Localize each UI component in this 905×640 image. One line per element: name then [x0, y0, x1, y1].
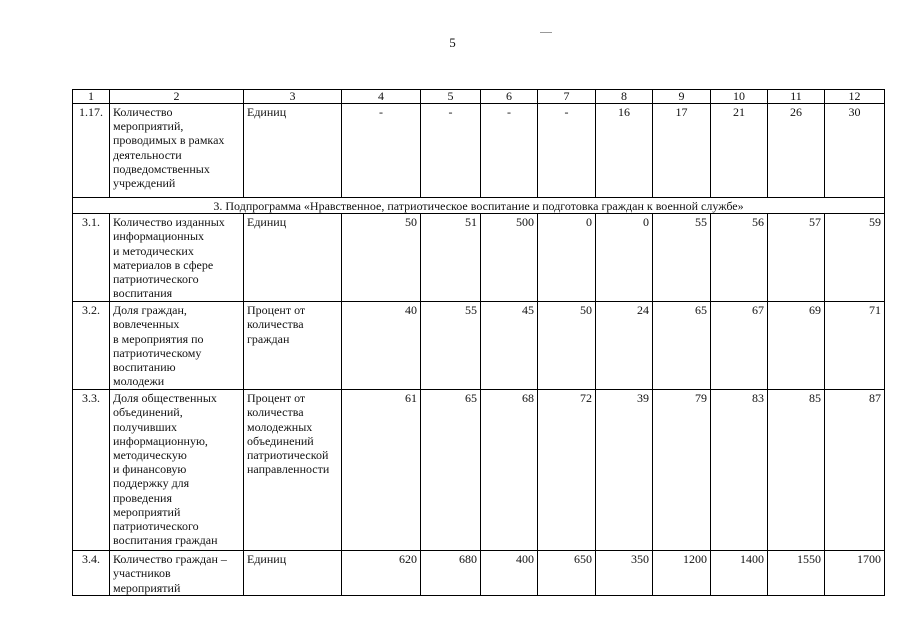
value-cell: - [342, 104, 421, 198]
value-cell: 0 [538, 214, 596, 302]
table-row [73, 302, 885, 390]
section-row [73, 198, 885, 214]
table-row [73, 214, 885, 302]
row-number: 1.17. [73, 104, 110, 198]
indicator-name: Доля граждан, вовлеченных в мероприятия по патриотическому воспитанию молодежи [110, 302, 244, 390]
value-cell: 51 [421, 214, 481, 302]
header-cell: 9 [653, 90, 711, 104]
value-cell: 69 [768, 302, 825, 390]
unit-cell: Единиц [244, 214, 342, 302]
value-cell: 85 [768, 390, 825, 551]
value-cell: 21 [711, 104, 768, 198]
value-cell: 55 [653, 214, 711, 302]
scan-mark [540, 32, 552, 33]
header-cell: 6 [481, 90, 538, 104]
table-header-row [73, 90, 885, 104]
unit-cell: Единиц [244, 551, 342, 596]
value-cell: 59 [825, 214, 885, 302]
value-cell: 65 [421, 390, 481, 551]
value-cell: 39 [596, 390, 653, 551]
value-cell: 68 [481, 390, 538, 551]
header-cell: 4 [342, 90, 421, 104]
header-cell: 8 [596, 90, 653, 104]
row-number: 3.3. [73, 390, 110, 551]
value-cell: 30 [825, 104, 885, 198]
value-cell: 620 [342, 551, 421, 596]
header-cell: 5 [421, 90, 481, 104]
value-cell: 55 [421, 302, 481, 390]
value-cell: 67 [711, 302, 768, 390]
indicator-name: Количество граждан – участников мероприятий [110, 551, 244, 596]
unit-cell: Единиц [244, 104, 342, 198]
value-cell: 71 [825, 302, 885, 390]
section-title: 3. Подпрограмма «Нравственное, патриотическое воспитание и подготовка граждан к военной службе» [73, 198, 885, 214]
value-cell: 50 [342, 214, 421, 302]
value-cell: 40 [342, 302, 421, 390]
value-cell: 16 [596, 104, 653, 198]
value-cell: 400 [481, 551, 538, 596]
header-cell: 3 [244, 90, 342, 104]
value-cell: 1400 [711, 551, 768, 596]
value-cell: 50 [538, 302, 596, 390]
value-cell: 1700 [825, 551, 885, 596]
table-row [73, 551, 885, 596]
value-cell: 17 [653, 104, 711, 198]
header-cell: 10 [711, 90, 768, 104]
indicator-name: Количество мероприятий, проводимых в рамках деятельности подведомственных учреждений [110, 104, 244, 198]
header-cell: 11 [768, 90, 825, 104]
page-number: 5 [449, 35, 456, 50]
table-row [73, 104, 885, 198]
row-number: 3.2. [73, 302, 110, 390]
header-cell: 12 [825, 90, 885, 104]
header-cell: 2 [110, 90, 244, 104]
value-cell: 0 [596, 214, 653, 302]
value-cell: - [538, 104, 596, 198]
value-cell: 1550 [768, 551, 825, 596]
unit-cell: Процент от количества молодежных объединений патриотической направленности [244, 390, 342, 551]
value-cell: 500 [481, 214, 538, 302]
value-cell: 1200 [653, 551, 711, 596]
row-number: 3.1. [73, 214, 110, 302]
value-cell: 83 [711, 390, 768, 551]
indicators-table [72, 89, 885, 596]
value-cell: 87 [825, 390, 885, 551]
value-cell: 45 [481, 302, 538, 390]
value-cell: 350 [596, 551, 653, 596]
header-cell: 7 [538, 90, 596, 104]
value-cell: - [481, 104, 538, 198]
indicator-name: Доля общественных объединений, получивших информационную, методическую и финансовую поддержку для проведения мероприятий патриотического воспитания граждан [110, 390, 244, 551]
value-cell: 57 [768, 214, 825, 302]
value-cell: 72 [538, 390, 596, 551]
value-cell: 24 [596, 302, 653, 390]
value-cell: 650 [538, 551, 596, 596]
unit-cell: Процент от количества граждан [244, 302, 342, 390]
value-cell: 56 [711, 214, 768, 302]
value-cell: 26 [768, 104, 825, 198]
indicator-name: Количество изданных информационных и методических материалов в сфере патриотического воспитания [110, 214, 244, 302]
value-cell: 61 [342, 390, 421, 551]
row-number: 3.4. [73, 551, 110, 596]
header-cell: 1 [73, 90, 110, 104]
value-cell: 79 [653, 390, 711, 551]
table-row [73, 390, 885, 551]
value-cell: 680 [421, 551, 481, 596]
value-cell: 65 [653, 302, 711, 390]
value-cell: - [421, 104, 481, 198]
